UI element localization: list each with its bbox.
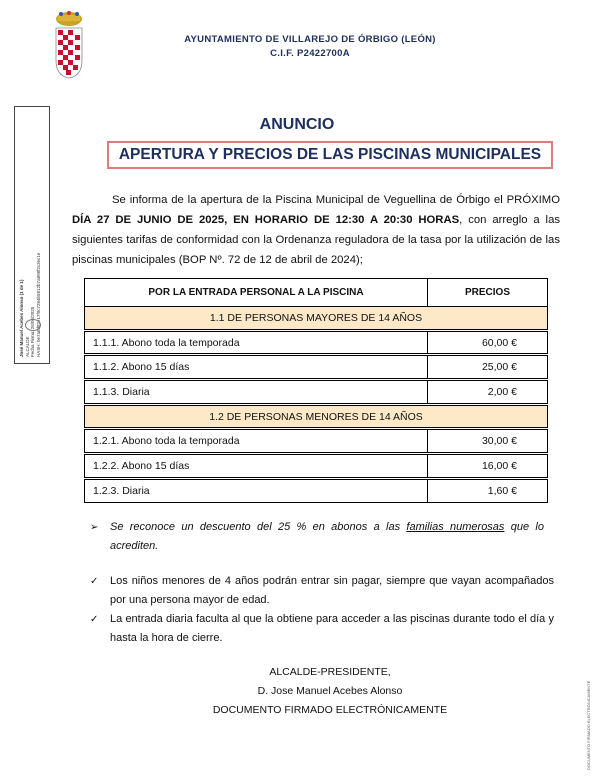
table-row: 1.1.3. Diaria 2,00 € xyxy=(85,381,548,404)
signature-note: DOCUMENTO FIRMADO ELECTRÓNICAMENTE xyxy=(212,704,448,716)
column-header: PRECIOS xyxy=(428,279,548,307)
signer-name: D. Jose Manuel Acebes Alonso xyxy=(257,685,403,697)
discount-note: ➢ Se reconoce un descuento del 25 % en abonos a las familias numerosas que lo acrediten. xyxy=(94,518,544,556)
checkmark-bullet-icon: ✓ xyxy=(90,576,99,587)
price-table xyxy=(84,278,548,503)
section-heading-row: 1.2 DE PERSONAS MENORES DE 14 AÑOS xyxy=(85,405,548,428)
column-header: POR LA ENTRADA PERSONAL A LA PISCINA xyxy=(85,279,428,307)
coat-of-arms-logo xyxy=(52,10,86,80)
table-row: 1.2.2. Abono 15 días 16,00 € xyxy=(85,455,548,478)
checkmark-bullet-icon: ✓ xyxy=(90,614,99,625)
table-header-row xyxy=(85,279,548,307)
municipality-name: AYUNTAMIENTO DE VILLAREJO DE ÓRBIGO (LEÓN) xyxy=(184,34,436,45)
electronic-signature-strip xyxy=(14,106,50,364)
table-row: 1.1.1. Abono toda la temporada 60,00 € xyxy=(85,331,548,354)
children-note: ✓ Los niños menores de 4 años podrán entrar sin pagar, siempre que vayan acompañados por una persona mayor de edad. xyxy=(94,572,554,610)
intro-paragraph: Se informa de la apertura de la Piscina Municipal de Veguellina de Órbigo el PRÓXIMO DÍA 27 DE JUNIO DE 2025, EN HORARIO DE 12:30 A 20:30 HORAS, con arreglo a las siguientes tarifas de conformidad con la Ordenanza reguladora de la tasa por la utilización de las piscinas municipales (BOP Nº. 72 de 12 de abril de 2024); xyxy=(72,194,560,266)
page-subtitle: APERTURA Y PRECIOS DE LAS PISCINAS MUNICIPALES xyxy=(107,141,553,169)
letterhead xyxy=(150,33,470,61)
page-title: ANUNCIO xyxy=(259,116,335,133)
daily-ticket-note: ✓ La entrada diaria faculta al que la obtiene para acceder a las piscinas durante todo el día y hasta la hora de cierre. xyxy=(94,610,554,648)
signature-strip-text: José Manuel Acebes Alonso (1 de 1) ALCALDE Fecha Firma: 26/06/2025 HASH: 0e7a6d82e17f9c7264b5812b7a898f2c3ec1e xyxy=(19,252,41,357)
signer-role: ALCALDE-PRESIDENTE, xyxy=(269,666,391,678)
arrow-bullet-icon: ➢ xyxy=(90,522,99,533)
table-row: 1.2.3. Diaria 1,60 € xyxy=(85,479,548,502)
cif-number: C.I.F. P2422700A xyxy=(270,48,350,59)
opening-date-hours: DÍA 27 DE JUNIO DE 2025, EN HORARIO DE 12:30 A 20:30 HORAS xyxy=(72,214,460,226)
seal-icon xyxy=(25,319,41,331)
table-row: 1.1.2. Abono 15 días 25,00 € xyxy=(85,356,548,379)
signature-block xyxy=(180,663,480,720)
section-heading-row: 1.1 DE PERSONAS MAYORES DE 14 AÑOS xyxy=(85,307,548,330)
table-row: 1.2.1. Abono toda la temporada 30,00 € xyxy=(85,430,548,453)
right-verification-strip: DOCUMENTO FIRMADO ELECTRÓNICAMENTE xyxy=(586,680,591,770)
